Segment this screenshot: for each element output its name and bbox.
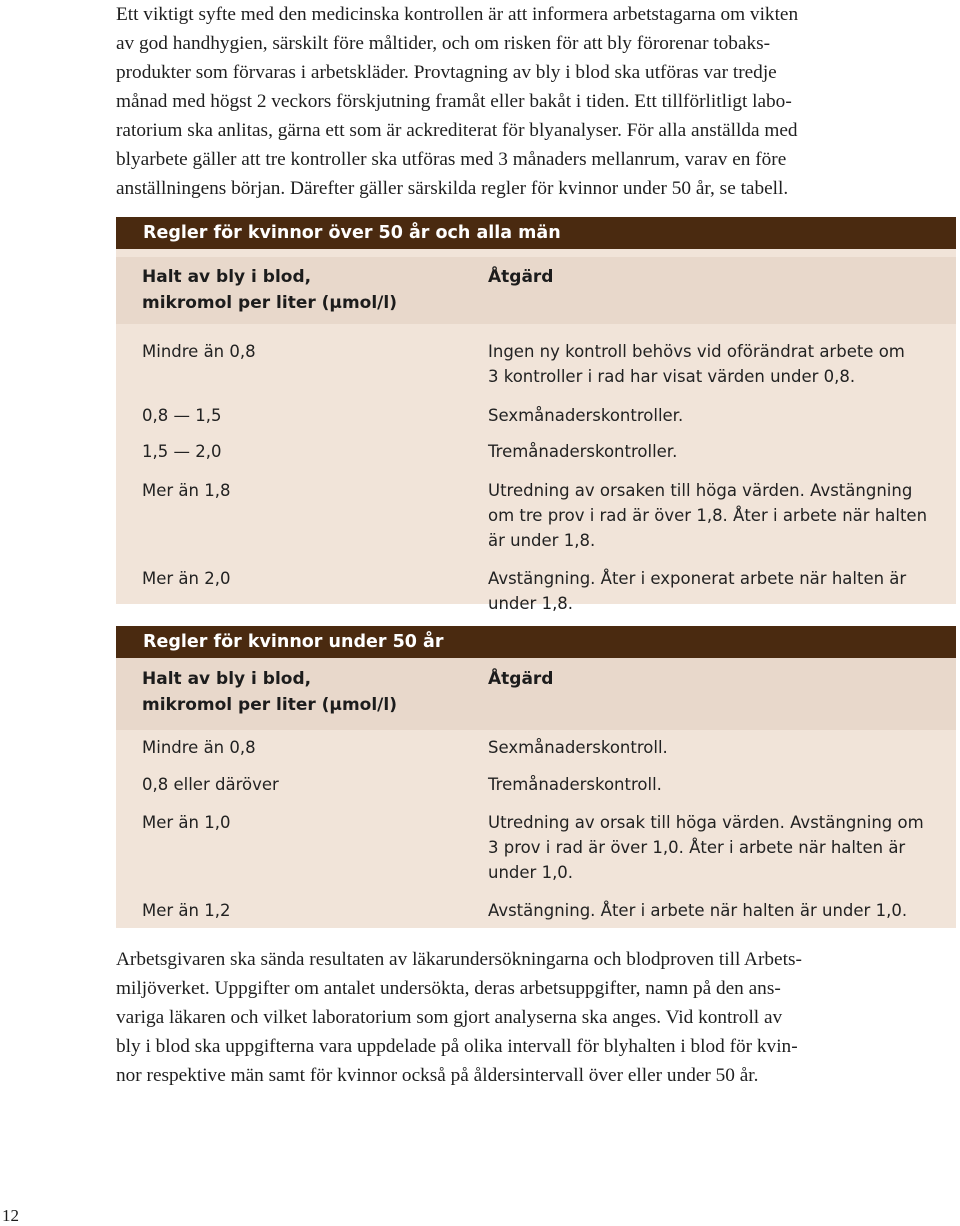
row-action — [488, 403, 936, 428]
action-line: Tremånaderskontroller. — [488, 442, 678, 461]
closing-line: Arbetsgivaren ska sända resultaten av läkarundersökningarna och blodproven till Arbets- — [116, 949, 802, 970]
row-action — [488, 735, 936, 760]
column-header-action: Åtgärd — [488, 669, 554, 689]
row-level: Mindre än 0,8 — [142, 738, 256, 757]
table-title: Regler för kvinnor över 50 år och alla män — [116, 217, 956, 249]
row-action — [488, 772, 936, 797]
closing-line: variga läkaren och vilket laboratorium som gjort analyserna ska anges. Vid kontroll av — [116, 1007, 783, 1028]
intro-line: blyarbete gäller att tre kontroller ska utföras med 3 månaders mellanrum, varav en före — [116, 149, 787, 170]
action-line: Sexmånaderskontroller. — [488, 406, 684, 425]
action-line: om tre prov i rad är över 1,8. Åter i arbete när halten — [488, 506, 928, 525]
row-level: Mer än 1,0 — [142, 813, 231, 832]
action-line: är under 1,8. — [488, 531, 596, 550]
closing-line: bly i blod ska uppgifterna vara uppdelade på olika intervall för blyhalten i blod för kvin- — [116, 1036, 798, 1057]
table-title: Regler för kvinnor under 50 år — [116, 626, 956, 658]
row-level: 0,8 — 1,5 — [142, 406, 222, 425]
intro-paragraph — [116, 0, 956, 203]
column-header-level — [142, 264, 397, 316]
rules-table-women-under-50 — [116, 626, 956, 928]
intro-line: av god handhygien, särskilt före måltider, och om risken för att bly förorenar tobaks- — [116, 33, 771, 54]
intro-line: månad med högst 2 veckors förskjutning framåt eller bakåt i tiden. Ett tillförlitligt labo- — [116, 91, 792, 112]
row-action — [488, 339, 936, 389]
closing-line: nor respektive män samt för kvinnor också på åldersintervall över eller under 50 år. — [116, 1065, 759, 1086]
action-line: under 1,0. — [488, 863, 574, 882]
row-level: Mindre än 0,8 — [142, 342, 256, 361]
intro-line: ratorium ska anlitas, gärna ett som är ackrediterat för blyanalyser. För alla anställda med — [116, 120, 798, 141]
row-level: 0,8 eller däröver — [142, 775, 279, 794]
row-action — [488, 566, 936, 616]
table-body — [116, 249, 956, 613]
action-line: Utredning av orsak till höga värden. Avstängning om — [488, 813, 924, 832]
closing-paragraph — [116, 945, 956, 1090]
action-line: 3 kontroller i rad har visat värden under 0,8. — [488, 367, 856, 386]
action-line: Utredning av orsaken till höga värden. Avstängning — [488, 481, 913, 500]
row-action — [488, 478, 936, 553]
header-line: Halt av bly i blod, — [142, 669, 312, 689]
action-line: under 1,8. — [488, 594, 574, 613]
row-action — [488, 810, 936, 885]
intro-line: anställningens början. Därefter gäller särskilda regler för kvinnor under 50 år, se tabell. — [116, 178, 789, 199]
closing-line: miljöverket. Uppgifter om antalet undersökta, deras arbetsuppgifter, namn på den ans- — [116, 978, 781, 999]
row-level: Mer än 1,8 — [142, 481, 231, 500]
action-line: Tremånaderskontroll. — [488, 775, 662, 794]
row-level: Mer än 1,2 — [142, 901, 231, 920]
action-line: Avstängning. Åter i arbete när halten är under 1,0. — [488, 901, 908, 920]
action-line: Ingen ny kontroll behövs vid oförändrat arbete om — [488, 342, 905, 361]
column-header-action: Åtgärd — [488, 267, 554, 287]
intro-line: produkter som förvaras i arbetskläder. Provtagning av bly i blod ska utföras var tredje — [116, 62, 777, 83]
action-line: Sexmånaderskontroll. — [488, 738, 668, 757]
row-action — [488, 898, 936, 923]
header-line: Halt av bly i blod, — [142, 267, 312, 287]
page-number: 12 — [2, 1206, 19, 1225]
action-line: Avstängning. Åter i exponerat arbete när halten är — [488, 569, 907, 588]
row-level: 1,5 — 2,0 — [142, 442, 222, 461]
table-header-row — [116, 257, 956, 324]
row-level: Mer än 2,0 — [142, 569, 231, 588]
header-line: mikromol per liter (µmol/l) — [142, 293, 397, 313]
rules-table-women-over-50-and-men — [116, 217, 956, 613]
intro-line: Ett viktigt syfte med den medicinska kontrollen är att informera arbetstagarna om vikten — [116, 4, 799, 25]
table-header-row — [116, 658, 956, 730]
row-action — [488, 439, 936, 464]
table-body — [116, 658, 956, 928]
column-header-level — [142, 666, 397, 718]
action-line: 3 prov i rad är över 1,0. Åter i arbete när halten är — [488, 838, 906, 857]
header-line: mikromol per liter (µmol/l) — [142, 695, 397, 715]
